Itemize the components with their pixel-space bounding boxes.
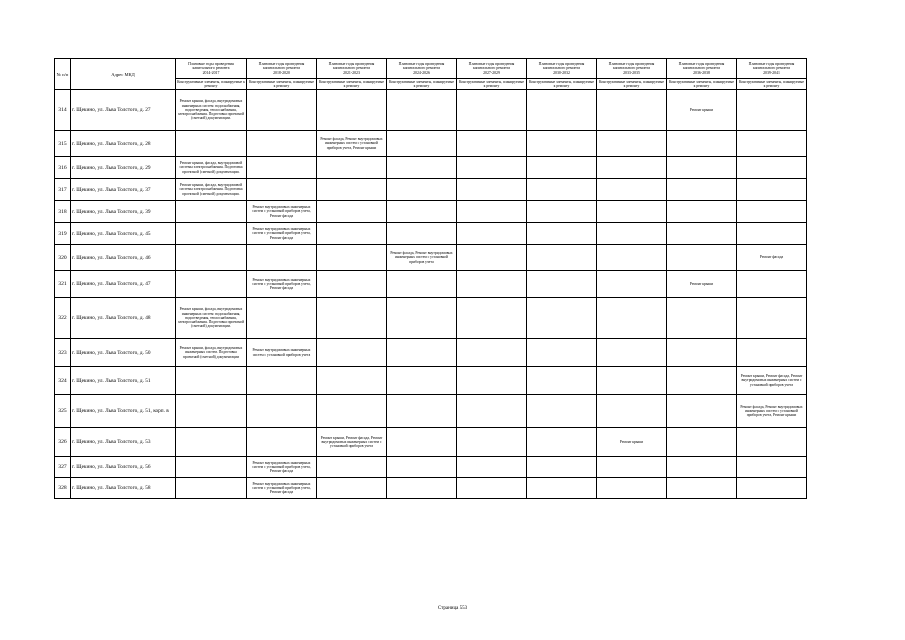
repair-cell — [457, 395, 527, 428]
repair-cell — [527, 223, 597, 245]
row-number: 319 — [55, 223, 71, 245]
repair-cell — [737, 457, 807, 478]
row-number: 323 — [55, 339, 71, 367]
table-body — [55, 90, 807, 499]
repair-cell — [527, 457, 597, 478]
repair-cell — [317, 395, 387, 428]
header-period-years: 2021-2023 — [343, 70, 360, 75]
header-row — [55, 59, 807, 79]
repair-cell — [597, 131, 667, 157]
repair-cell — [667, 298, 737, 339]
header-period-label: Плановые годы проведения капитального ремонта — [608, 62, 655, 71]
repair-cell — [457, 271, 527, 298]
table-row — [55, 131, 807, 157]
header-subheader: Конструктивные элементы, планируемые к ремонту — [667, 79, 737, 90]
repair-cell — [527, 157, 597, 179]
row-number: 324 — [55, 367, 71, 395]
repair-cell — [597, 457, 667, 478]
page-number: Страница 553 — [437, 606, 468, 611]
table-row — [55, 395, 807, 428]
repair-cell — [737, 131, 807, 157]
repair-cell — [597, 271, 667, 298]
row-number: 325 — [55, 395, 71, 428]
repair-cell — [737, 157, 807, 179]
table-row — [55, 478, 807, 499]
repair-cell — [457, 90, 527, 131]
header-period-years: 2024-2026 — [413, 70, 430, 75]
repair-cell — [527, 90, 597, 131]
repair-cell — [457, 245, 527, 271]
repair-cell — [317, 339, 387, 367]
repair-cell — [667, 157, 737, 179]
repair-cell — [667, 457, 737, 478]
row-number: 327 — [55, 457, 71, 478]
repair-cell — [597, 157, 667, 179]
header-period — [457, 59, 527, 79]
repair-cell — [667, 395, 737, 428]
repair-cell — [247, 395, 317, 428]
repair-cell — [247, 157, 317, 179]
repair-cell — [667, 179, 737, 201]
table-row — [55, 245, 807, 271]
table-row — [55, 271, 807, 298]
row-address: г. Щекино, ул. Льва Толстого, д. 50 — [71, 339, 176, 367]
repair-cell — [176, 478, 247, 499]
repair-cell — [387, 223, 457, 245]
repair-cell — [597, 223, 667, 245]
header-subheader: Конструктивные элементы, планируемые к ремонту — [597, 79, 667, 90]
repair-cell — [176, 131, 247, 157]
header-subheader: Конструктивные элементы, планируемые к ремонту — [317, 79, 387, 90]
repair-cell — [247, 90, 317, 131]
repair-cell — [176, 223, 247, 245]
repair-cell: Ремонт крыши, фасада, внутридомовых инженерных систем. Подготовка проектной (сметной) документации — [176, 339, 247, 367]
repair-cell — [317, 157, 387, 179]
repair-cell — [317, 223, 387, 245]
header-subheader: Конструктивные элементы, планируемые к ремонту — [177, 79, 245, 88]
repair-cell — [737, 90, 807, 131]
repair-cell — [597, 478, 667, 499]
repair-cell — [527, 428, 597, 457]
header-period-years: 2030-2032 — [553, 70, 570, 75]
capital-repair-table — [54, 58, 807, 499]
table-row — [55, 457, 807, 478]
header-period — [597, 59, 667, 79]
repair-cell: Ремонт крыши, фасада, внутридомовой системы электроснабжения. Подготовка проектной (сметной) документации. — [176, 179, 247, 201]
repair-cell — [527, 395, 597, 428]
repair-cell: Ремонт внутридомовых инженерных систем с установкой приборов учета, Ремонт фасада — [247, 271, 317, 298]
repair-cell — [176, 395, 247, 428]
repair-cell — [667, 245, 737, 271]
table-row — [55, 298, 807, 339]
repair-cell — [387, 478, 457, 499]
row-address: г. Щекино, ул. Льва Толстого, д. 39 — [71, 201, 176, 223]
header-period-label: Плановые годы проведения капитального ремонта — [748, 62, 795, 71]
row-number: 320 — [55, 245, 71, 271]
repair-cell — [176, 457, 247, 478]
header-subheader: Конструктивные элементы, планируемые к ремонту — [247, 79, 317, 90]
repair-cell — [667, 428, 737, 457]
repair-cell — [597, 367, 667, 395]
repair-cell — [247, 131, 317, 157]
header-period-label: Плановые годы проведения капитального ремонта — [538, 62, 585, 71]
repair-cell — [317, 271, 387, 298]
repair-cell — [527, 201, 597, 223]
repair-cell — [527, 179, 597, 201]
repair-cell — [667, 478, 737, 499]
repair-cell — [527, 339, 597, 367]
header-number: № п/п — [55, 59, 71, 90]
repair-cell — [457, 223, 527, 245]
repair-cell — [317, 367, 387, 395]
repair-cell — [667, 367, 737, 395]
row-number: 321 — [55, 271, 71, 298]
repair-cell — [247, 245, 317, 271]
row-address: г. Щекино, ул. Льва Толстого, д. 45 — [71, 223, 176, 245]
header-period-years: 2039-2041 — [763, 70, 780, 75]
repair-cell — [247, 298, 317, 339]
repair-cell — [457, 428, 527, 457]
row-address: г. Щекино, ул. Льва Толстого, д. 58 — [71, 478, 176, 499]
repair-cell — [387, 367, 457, 395]
repair-cell: Ремонт внутридомовых инженерных систем с установкой приборов учета, Ремонт фасада — [247, 457, 317, 478]
repair-cell — [457, 179, 527, 201]
repair-cell — [667, 131, 737, 157]
header-period-label: Плановые годы проведения капитального ремонта — [188, 62, 234, 71]
row-address: г. Щекино, ул. Льва Толстого, д. 27 — [71, 90, 176, 131]
row-number: 316 — [55, 157, 71, 179]
repair-cell: Ремонт внутридомовых инженерных систем с установкой приборов учета, Ремонт фасада — [247, 478, 317, 499]
repair-cell — [457, 478, 527, 499]
repair-cell: Ремонт фасада — [737, 245, 807, 271]
repair-cell: Ремонт крыши, фасада, внутридомовой системы электроснабжения. Подготовка проектной (сметной) документации. — [176, 157, 247, 179]
header-subheader: Конструктивные элементы, планируемые к ремонту — [737, 79, 807, 90]
repair-cell — [457, 131, 527, 157]
repair-cell — [737, 478, 807, 499]
row-number: 328 — [55, 478, 71, 499]
repair-cell: Ремонт фасада, Ремонт внутридомовых инженерных систем с установкой приборов учета, Ремонт крыши — [737, 395, 807, 428]
repair-cell — [387, 179, 457, 201]
header-period-label: Плановые годы проведения капитального ремонта — [468, 62, 515, 71]
header-period-label: Плановые годы проведения капитального ремонта — [258, 62, 305, 71]
row-address: г. Щекино, ул. Льва Толстого, д. 29 — [71, 157, 176, 179]
table-row — [55, 157, 807, 179]
repair-cell — [387, 271, 457, 298]
repair-cell — [457, 298, 527, 339]
repair-cell — [247, 367, 317, 395]
repair-cell — [387, 457, 457, 478]
table-row — [55, 367, 807, 395]
repair-cell — [737, 179, 807, 201]
repair-cell — [247, 179, 317, 201]
table-row — [55, 179, 807, 201]
row-number: 315 — [55, 131, 71, 157]
row-number: 314 — [55, 90, 71, 131]
repair-cell — [387, 428, 457, 457]
repair-cell: Ремонт крыши, Ремонт фасада, Ремонт внутридомовых инженерных систем с установкой приборов учета — [317, 428, 387, 457]
repair-cell — [317, 457, 387, 478]
repair-cell — [317, 478, 387, 499]
repair-cell — [317, 245, 387, 271]
row-number: 326 — [55, 428, 71, 457]
row-address: г. Щекино, ул. Льва Толстого, д. 48 — [71, 298, 176, 339]
header-period-label: Плановые годы проведения капитального ремонта — [398, 62, 445, 71]
header-period-years: 2036-2038 — [693, 70, 710, 75]
header-address: Адрес МКД — [71, 59, 176, 90]
repair-cell — [176, 201, 247, 223]
repair-cell — [457, 157, 527, 179]
repair-cell — [527, 298, 597, 339]
repair-cell — [317, 90, 387, 131]
repair-cell: Ремонт фасада, Ремонт внутридомовых инженерных систем с установкой приборов учета — [387, 245, 457, 271]
header-period-years: 2033-2035 — [623, 70, 640, 75]
repair-cell — [527, 367, 597, 395]
repair-cell — [387, 201, 457, 223]
repair-cell: Ремонт крыши, фасада, внутридомовых инженерных систем: водоснабжения, водоотведения, теплоснабжения, электроснабжения. Подготовка проектной (сметной) документации. — [176, 90, 247, 131]
header-subheader: Конструктивные элементы, планируемые к ремонту — [387, 79, 457, 90]
row-number: 317 — [55, 179, 71, 201]
header-period — [317, 59, 387, 79]
repair-cell — [527, 245, 597, 271]
repair-cell — [597, 90, 667, 131]
repair-cell — [527, 131, 597, 157]
row-address: г. Щекино, ул. Льва Толстого, д. 47 — [71, 271, 176, 298]
header-subheader: Конструктивные элементы, планируемые к ремонту — [527, 79, 597, 90]
repair-cell — [176, 271, 247, 298]
repair-cell — [317, 201, 387, 223]
repair-cell — [527, 478, 597, 499]
row-number: 322 — [55, 298, 71, 339]
repair-cell — [667, 223, 737, 245]
repair-cell — [387, 298, 457, 339]
repair-cell: Ремонт фасада, Ремонт внутридомовых инженерных систем с установкой приборов учета, Ремонт крыши — [317, 131, 387, 157]
header-period — [387, 59, 457, 79]
repair-cell — [247, 428, 317, 457]
repair-cell — [737, 223, 807, 245]
repair-cell — [387, 339, 457, 367]
repair-cell — [317, 298, 387, 339]
repair-cell — [527, 271, 597, 298]
repair-cell — [667, 201, 737, 223]
repair-cell: Ремонт крыши, Ремонт фасада, Ремонт внутридомовых инженерных систем с установкой приборов учета — [737, 367, 807, 395]
repair-cell — [597, 339, 667, 367]
table-row — [55, 90, 807, 131]
header-period-years: 2014-2017 — [202, 70, 220, 75]
row-address: г. Щекино, ул. Льва Толстого, д. 51 — [71, 367, 176, 395]
table-row — [55, 428, 807, 457]
header-period-years: 2027-2029 — [483, 70, 500, 75]
header-period-label: Плановые годы проведения капитального ремонта — [328, 62, 375, 71]
repair-cell — [176, 245, 247, 271]
repair-cell — [457, 367, 527, 395]
repair-cell — [457, 201, 527, 223]
header-period — [737, 59, 807, 79]
repair-cell — [597, 245, 667, 271]
repair-cell — [597, 395, 667, 428]
repair-cell — [387, 90, 457, 131]
repair-cell — [667, 339, 737, 367]
header-period — [667, 59, 737, 79]
header-period-label: Плановые годы проведения капитального ремонта — [678, 62, 725, 71]
repair-cell: Ремонт крыши — [597, 428, 667, 457]
table-row — [55, 201, 807, 223]
header-period — [527, 59, 597, 79]
row-address: г. Щекино, ул. Льва Толстого, д. 28 — [71, 131, 176, 157]
repair-cell: Ремонт внутридомовых инженерных систем с установкой приборов учета — [247, 339, 317, 367]
repair-cell: Ремонт крыши, фасада, внутридомовых инженерных систем: водоснабжения, водоотведения, теплоснабжения, электроснабжения. Подготовка проектной (сметной) документации. — [176, 298, 247, 339]
row-address: г. Щекино, ул. Льва Толстого, д. 37 — [71, 179, 176, 201]
header-period — [176, 59, 247, 79]
header-period — [247, 59, 317, 79]
table-row — [55, 223, 807, 245]
row-address: г. Щекино, ул. Льва Толстого, д. 56 — [71, 457, 176, 478]
row-address: г. Щекино, ул. Льва Толстого, д. 53 — [71, 428, 176, 457]
repair-cell — [457, 339, 527, 367]
repair-cell — [737, 339, 807, 367]
header-subheader: Конструктивные элементы, планируемые к ремонту — [457, 79, 527, 90]
repair-cell — [387, 131, 457, 157]
repair-cell — [317, 179, 387, 201]
table-row — [55, 339, 807, 367]
repair-cell — [737, 271, 807, 298]
repair-cell — [737, 298, 807, 339]
repair-cell — [737, 428, 807, 457]
repair-cell — [597, 201, 667, 223]
row-address: г. Щекино, ул. Льва Толстого, д. 46 — [71, 245, 176, 271]
repair-cell: Ремонт внутридомовых инженерных систем с установкой приборов учета, Ремонт фасада — [247, 223, 317, 245]
repair-cell — [737, 201, 807, 223]
repair-cell — [387, 395, 457, 428]
header-period-years: 2018-2020 — [273, 70, 290, 75]
row-address: г. Щекино, ул. Льва Толстого, д. 51, корп. в — [71, 395, 176, 428]
repair-cell — [176, 428, 247, 457]
repair-cell: Ремонт внутридомовых инженерных систем с установкой приборов учета, Ремонт фасада — [247, 201, 317, 223]
row-number: 318 — [55, 201, 71, 223]
repair-cell — [387, 157, 457, 179]
repair-cell — [176, 367, 247, 395]
repair-cell: Ремонт крыши — [667, 90, 737, 131]
repair-cell: Ремонт крыши — [667, 271, 737, 298]
repair-cell — [597, 179, 667, 201]
repair-cell — [597, 298, 667, 339]
repair-cell — [457, 457, 527, 478]
